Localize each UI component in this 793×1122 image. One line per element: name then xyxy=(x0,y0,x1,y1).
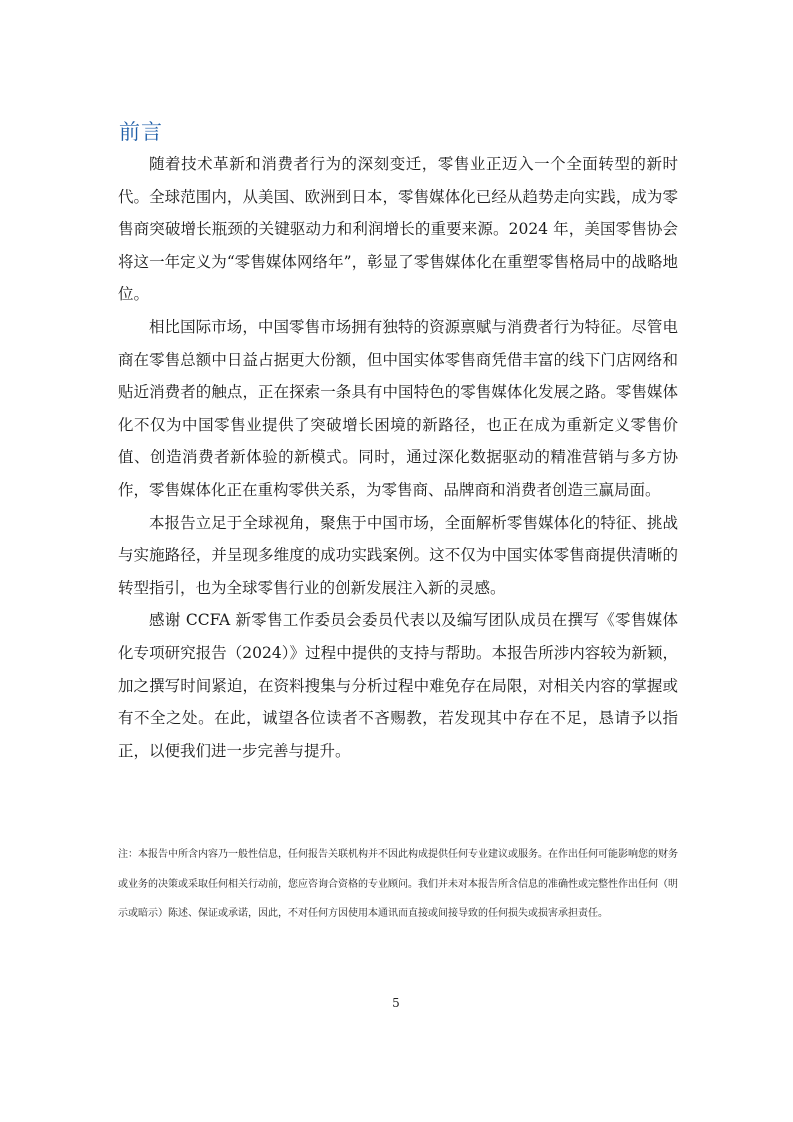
paragraph-3: 本报告立足于全球视角，聚焦于中国市场，全面解析零售媒体化的特征、挑战与实施路径，并呈现多维度的成功实践案例。这不仅为中国实体零售商提供清晰的转型指引，也为全球零售行业的创新发展注入新的灵感。 xyxy=(118,513,678,597)
disclaimer-note: 注：本报告中所含内容乃一般性信息，任何报告关联机构并不因此构成提供任何专业建议或服务。在作出任何可能影响您的财务或业务的决策或采取任何相关行动前，您应咨询合资格的专业顾问。我们并未对本报告所含信息的准确性或完整性作出任何（明示或暗示）陈述、保证或承诺，因此，不对任何方因使用本通讯而直接或间接导致的任何损失或损害承担责任。 xyxy=(118,849,678,919)
paragraph-4: 感谢 CCFA 新零售工作委员会委员代表以及编写团队成员在撰写《零售媒体化专项研究报告（2024）》过程中提供的支持与帮助。本报告所涉内容较为新颖，加之撰写时间紧迫，在资料搜集与分析过程中难免存在局限，对相关内容的掌握或有不全之处。在此，诚望各位读者不吝赐教，若发现其中存在不足，恳请予以指正，以便我们进一步完善与提升。 xyxy=(118,611,678,760)
section-title: 前言 xyxy=(119,120,163,144)
preface-body xyxy=(118,148,678,767)
paragraph-2: 相比国际市场，中国零售市场拥有独特的资源禀赋与消费者行为特征。尽管电商在零售总额中日益占据更大份额，但中国实体零售商凭借丰富的线下门店网络和贴近消费者的触点，正在探索一条具有中国特色的零售媒体化发展之路。零售媒体化不仅为中国零售业提供了突破增长困境的新路径，也正在成为重新定义零售价值、创造消费者新体验的新模式。同时，通过深化数据驱动的精准营销与多方协作，零售媒体化正在重构零供关系，为零售商、品牌商和消费者创造三赢局面。 xyxy=(118,317,678,499)
page-number: 5 xyxy=(392,996,400,1010)
paragraph-1: 随着技术革新和消费者行为的深刻变迁，零售业正迈入一个全面转型的新时代。全球范围内，从美国、欧洲到日本，零售媒体化已经从趋势走向实践，成为零售商突破增长瓶颈的关键驱动力和利润增长的重要来源。2024 年，美国零售协会将这一年定义为“零售媒体网络年”，彰显了零售媒体化在重塑零售格局中的战略地位。 xyxy=(118,155,678,304)
